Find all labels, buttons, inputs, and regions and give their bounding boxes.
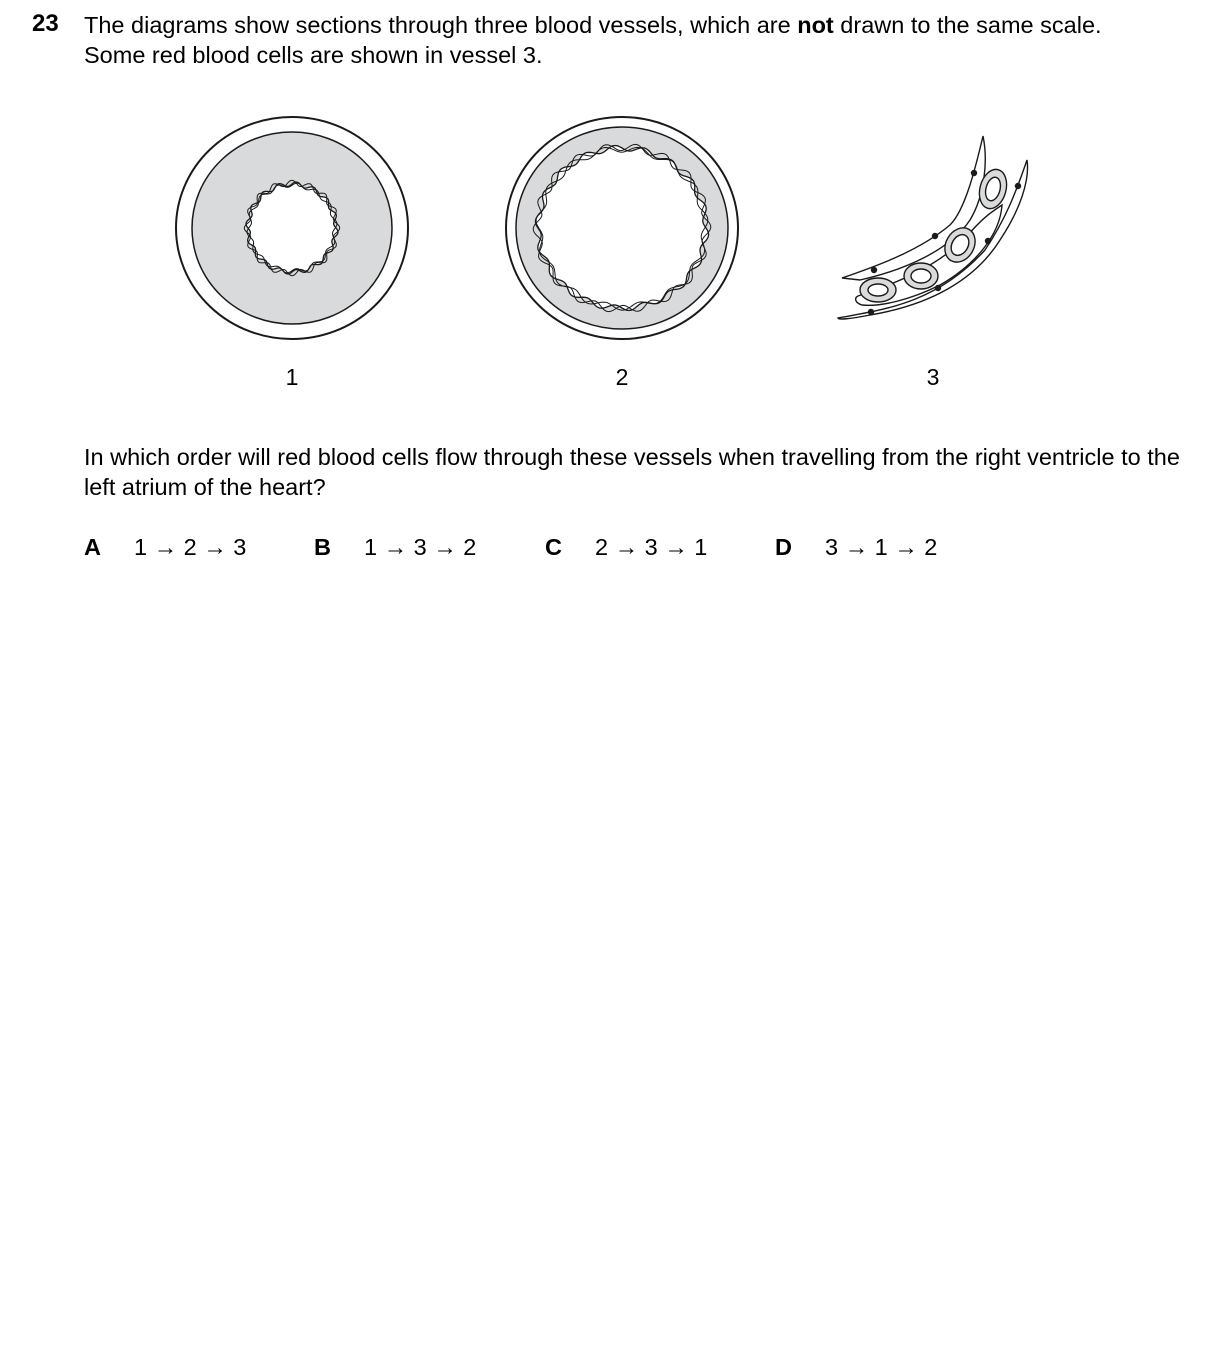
stem-text-1: The diagrams show sections through three blood vessels, which are xyxy=(84,12,798,38)
stem-emphasis: not xyxy=(797,12,834,38)
vessel-2-diagram xyxy=(506,117,738,339)
vessel-1-label: 1 xyxy=(285,364,299,390)
vessel-3-capillary xyxy=(838,136,1028,319)
option-d-text: 3 → 1 → 2 xyxy=(825,534,938,560)
vessel-2-label: 2 xyxy=(615,364,629,390)
vessel-1-diagram xyxy=(176,117,408,339)
option-d-letter: D xyxy=(775,534,792,560)
stem-text-3: Some red blood cells are shown in vessel 3. xyxy=(84,42,543,68)
option-b-text: 1 → 3 → 2 xyxy=(364,534,477,560)
option-c-letter: C xyxy=(545,534,562,560)
option-c-text: 2 → 3 → 1 xyxy=(595,534,708,560)
stem-text-2: drawn to the same scale. xyxy=(833,12,1102,38)
option-b-letter: B xyxy=(314,534,331,560)
question-stem xyxy=(84,10,1184,70)
option-a-letter: A xyxy=(84,534,101,560)
vessel-diagrams xyxy=(0,100,1209,405)
red-blood-cell xyxy=(904,263,938,289)
red-blood-cell xyxy=(860,278,896,302)
question-prompt: In which order will red blood cells flow through these vessels when travelling from the right ventricle to the left atrium of the heart? xyxy=(84,444,1180,500)
question-number: 23 xyxy=(32,10,59,37)
option-a-text: 1 → 2 → 3 xyxy=(134,534,247,560)
vessel-diagrams-svg xyxy=(0,100,1209,400)
option-c[interactable] xyxy=(545,534,707,561)
option-b[interactable] xyxy=(314,534,476,561)
option-d[interactable] xyxy=(775,534,937,561)
vessel-3-label: 3 xyxy=(926,364,940,390)
option-a[interactable] xyxy=(84,534,246,561)
